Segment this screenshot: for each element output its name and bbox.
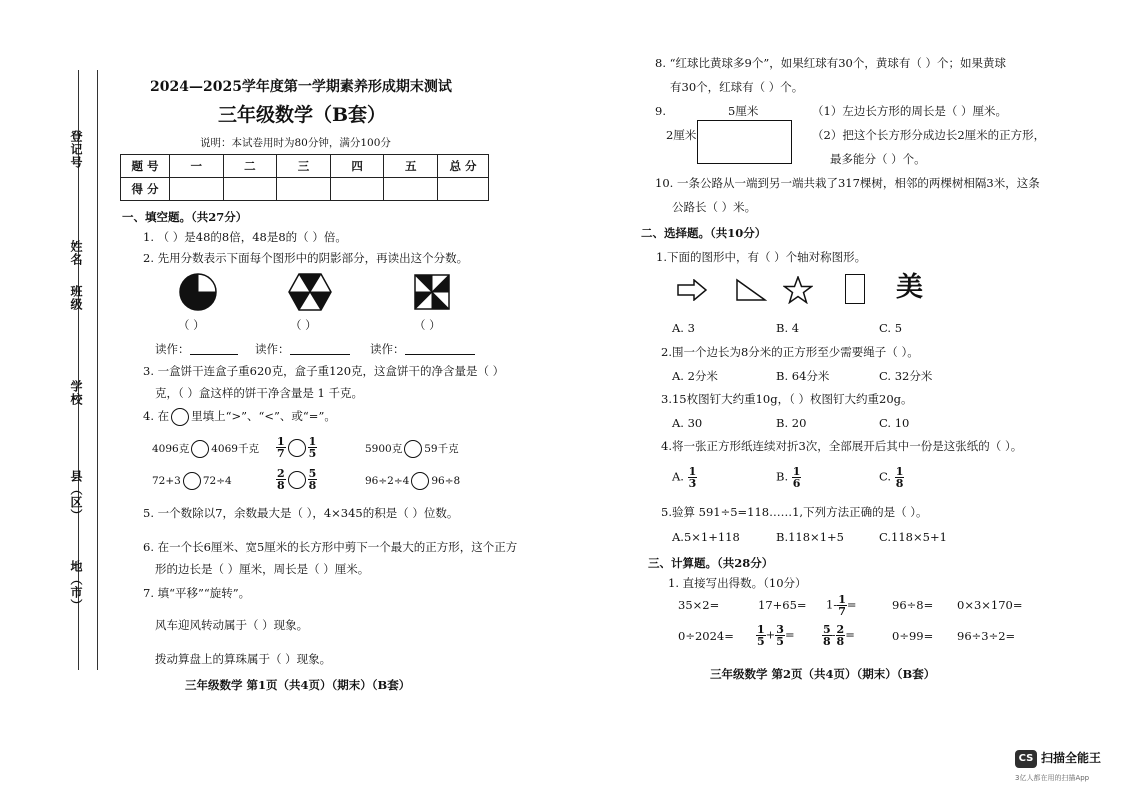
answer-circle[interactable] [183,472,201,490]
question-10-line-2: 公路长（ ）米。 [672,200,757,214]
compare-a: 4096克 4069千克 [152,440,259,458]
choice-4-option-a[interactable]: A. $\frac{1}{3}$ [672,465,697,490]
score-cell[interactable] [223,178,277,201]
score-col: 一 [170,155,224,178]
q2-blank-3[interactable]: （ ） [414,318,441,332]
score-row-header: 得 分 [121,178,170,201]
question-10-line-1: 10. 一条公路从一端到另一端共栽了317棵树，相邻的两棵树相隔3米，这条 [655,176,1040,190]
question-9-part-1: （1）左边长方形的周长是（ ）厘米。 [812,104,1007,118]
rectangle-shape-icon [845,274,865,304]
page-2-footer: 三年级数学 第2页（共4页）（期末）（B套） [710,667,936,681]
choice-2-option-a[interactable]: A. 2分米 [672,369,718,383]
compare-c: 5900克 59千克 [365,440,459,458]
exam-title: 2024—2025学年度第一学期素养形成期末测试 [150,79,452,95]
answer-circle[interactable] [191,440,209,458]
scanner-tagline: 3亿人都在用的扫描App [1015,774,1090,782]
calc-item: 96÷3÷2= [957,629,1016,643]
class-label: 班级 [69,285,83,311]
score-col: 三 [277,155,331,178]
calc-item: 17+65= [758,598,807,612]
rectangle-figure [697,120,792,164]
q2-read-label-3: 读作： [370,342,405,356]
choice-5-option-a[interactable]: A.5×1+118 [672,530,740,544]
question-9-number: 9. [655,104,666,118]
question-8-line-1: 8. “红球比黄球多9个”，如果红球有30个，黄球有（ ）个；如果黄球 [655,56,1006,70]
question-7: 7. 填“平移”“旋转”。 [143,586,251,600]
answer-circle[interactable] [288,471,306,489]
calc-item: 0÷99= [892,629,934,643]
choice-3: 3.15枚图钉大约重10g，（ ）枚图钉大约重20g。 [661,392,913,406]
score-cell[interactable] [438,178,489,201]
choice-4-option-b[interactable]: B. $\frac{1}{6}$ [776,465,801,490]
hexagon-figure [288,272,332,312]
calc-item: $\frac{1}{5}$ + $\frac{3}{5}$ = [757,623,795,648]
city-label: 地（市） [69,560,83,612]
question-6-line-1: 6. 在一个长6厘米、宽5厘米的长方形中剪下一个最大的正方形，这个正方 [143,540,518,554]
id-label: 登记号 [69,130,83,169]
calc-item: 96÷8= [892,598,934,612]
q4-intro-a: 4. 在 [143,409,170,423]
question-3-line-1: 3. 一盒饼干连盒子重620克，盒子重120克，这盒饼干的净含量是（ ） [143,364,505,378]
answer-circle[interactable] [404,440,422,458]
scanner-app-name: 扫描全能王 [1041,751,1102,765]
exam-note: 说明：本试卷用时为80分钟，满分100分 [200,137,391,149]
choice-4: 4.将一张正方形纸连续对折3次，全部展开后其中一份是这张纸的（ ）。 [661,439,1023,453]
circle-quarters-figure [178,272,218,312]
choice-1-option-a[interactable]: A. 3 [672,321,695,335]
q2-read-label-2: 读作： [255,342,290,356]
q2-read-line-2[interactable] [290,354,350,355]
score-cell[interactable] [277,178,331,201]
compare-circle-icon [171,408,189,426]
choice-2-option-b[interactable]: B. 64分米 [776,369,830,383]
calc-1-heading: 1. 直接写出得数。（10分） [668,576,807,590]
score-col: 总 分 [438,155,489,178]
rect-length-label: 5厘米 [728,104,759,118]
score-col: 四 [330,155,384,178]
score-col: 五 [384,155,438,178]
score-cell[interactable] [170,178,224,201]
calc-item: 0÷2024= [678,629,734,643]
section-2-heading: 二、选择题。（共10分） [641,226,767,240]
calc-item: 0×3×170= [957,598,1023,612]
choice-3-option-a[interactable]: A. 30 [672,416,703,430]
calc-item: 1- $\frac{1}{7}$ = [826,593,857,618]
calc-item: $\frac{5}{8}$ - $\frac{2}{8}$ = [823,623,855,648]
q2-read-line-3[interactable] [405,354,475,355]
compare-d: 72+3 72÷4 [152,472,232,490]
choice-4-option-c[interactable]: C. $\frac{1}{8}$ [879,465,904,490]
section-1-heading: 一、填空题。（共27分） [122,210,248,224]
scanner-logo-icon: CS [1015,750,1037,768]
compare-e: $\frac{2}{8}$ $\frac{5}{8}$ [277,467,317,492]
question-6-line-2: 形的边长是（ ）厘米，周长是（ ）厘米。 [155,562,370,576]
binding-line-inner [97,70,98,670]
calc-item: 35×2= [678,598,720,612]
school-label: 学校 [69,380,83,406]
mei-character: 美 [896,272,923,303]
star-icon [783,276,813,304]
score-cell[interactable] [384,178,438,201]
question-7a: 风车迎风转动属于（ ）现象。 [155,618,309,632]
choice-1: 1.下面的图形中，有（ ）个轴对称图形。 [656,250,867,264]
score-row-header: 题 号 [121,155,170,178]
choice-3-option-c[interactable]: C. 10 [879,416,910,430]
score-table [120,154,489,201]
choice-5-option-b[interactable]: B.118×1+5 [776,530,844,544]
q2-read-line-1[interactable] [190,354,238,355]
compare-f: 96÷2÷4 96÷8 [365,472,460,490]
choice-5-option-c[interactable]: C.118×5+1 [879,530,947,544]
choice-2-option-c[interactable]: C. 32分米 [879,369,933,383]
q4-intro-b: 里填上“>”、“<”、或“=”。 [191,409,336,423]
question-9-part-2-line-2: 最多能分（ ）个。 [830,152,926,166]
question-8-line-2: 有30个，红球有（ ）个。 [670,80,804,94]
subject-title: 三年级数学（B套） [218,104,387,126]
rect-width-label: 2厘米 [666,128,697,142]
page-1-footer: 三年级数学 第1页（共4页）（期末）（B套） [185,678,411,692]
question-5: 5. 一个数除以7，余数最大是（ ），4×345的积是（ ）位数。 [143,506,459,520]
question-9-part-2-line-1: （2）把这个长方形分成边长2厘米的正方形， [812,128,1046,142]
question-4-intro [143,408,336,426]
square-pinwheel-figure [414,274,450,310]
section-3-heading: 三、计算题。（共28分） [648,556,774,570]
county-label: 县（区） [69,470,83,522]
question-3-line-2: 克，（ ）盒这样的饼干净含量是 1 千克。 [155,386,364,400]
choice-5: 5.验算 591÷5=118……1,下列方法正确的是（ ）。 [661,505,928,519]
question-7b: 拨动算盘上的算珠属于（ ）现象。 [155,652,332,666]
right-triangle-icon [735,278,767,302]
q2-read-label-1: 读作： [155,342,190,356]
score-cell[interactable] [330,178,384,201]
score-col: 二 [223,155,277,178]
question-1: 1. （ ）是48的8倍，48是8的（ ）倍。 [143,230,347,244]
compare-b: $\frac{1}{7}$ $\frac{1}{5}$ [277,435,317,460]
choice-1-option-b[interactable]: B. 4 [776,321,800,335]
question-2: 2. 先用分数表示下面每个图形中的阴影部分，再读出这个分数。 [143,251,469,265]
arrow-shape-icon [677,279,707,301]
q2-blank-1[interactable]: （ ） [178,318,205,332]
answer-circle[interactable] [288,439,306,457]
choice-3-option-b[interactable]: B. 20 [776,416,807,430]
q2-blank-2[interactable]: （ ） [290,318,317,332]
answer-circle[interactable] [411,472,429,490]
name-label: 姓名 [69,240,83,266]
choice-2: 2.围一个边长为8分米的正方形至少需要绳子（ ）。 [661,345,919,359]
choice-1-option-c[interactable]: C. 5 [879,321,903,335]
